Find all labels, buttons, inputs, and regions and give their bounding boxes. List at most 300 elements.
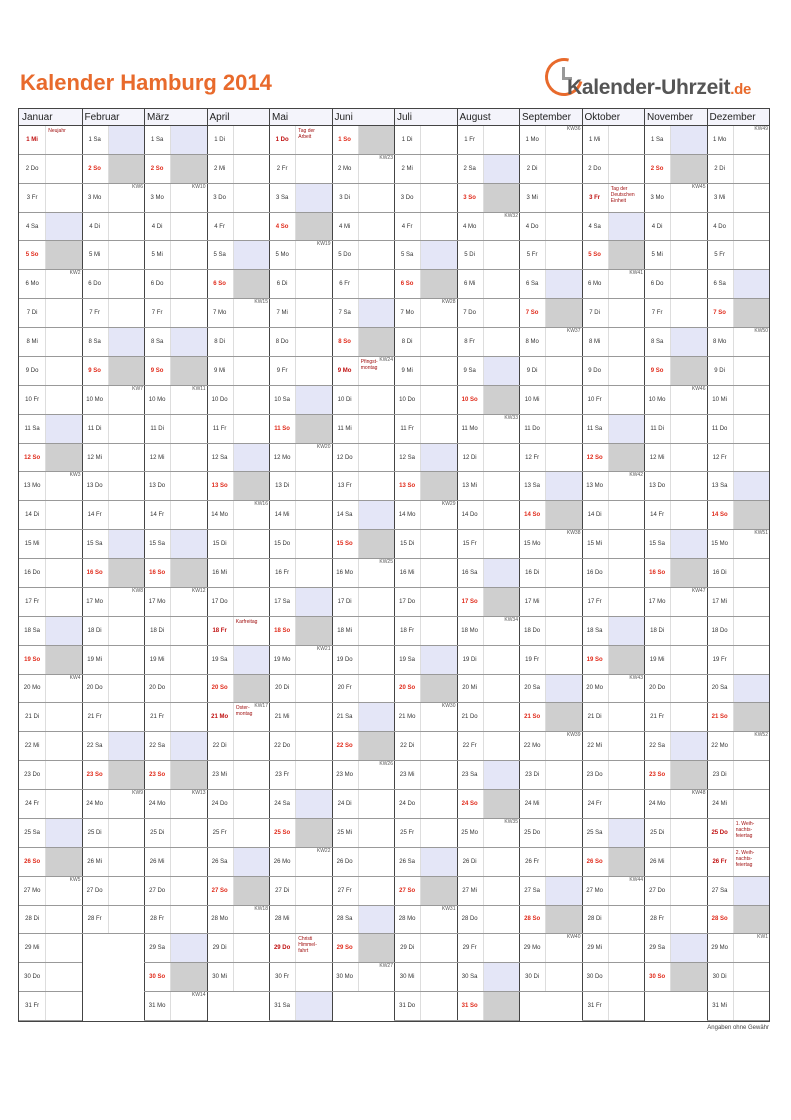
note-area [483, 270, 519, 298]
day-cell [644, 790, 707, 819]
day-cell [644, 386, 707, 415]
day-label: 3 Mo [150, 194, 164, 201]
day-label: 17 Di [337, 598, 352, 605]
day-label: 10 Mo [148, 396, 166, 403]
note-area [608, 963, 644, 991]
note-area [45, 299, 81, 327]
note-area [545, 963, 581, 991]
day-cell [144, 472, 207, 501]
note-area [420, 184, 456, 212]
day-cell [82, 703, 145, 732]
day-cell [269, 415, 332, 444]
day-label: 30 Sa [461, 974, 478, 981]
day-cell [82, 155, 145, 184]
day-cell [332, 934, 395, 963]
day-cell [207, 848, 270, 877]
day-cell [332, 819, 395, 848]
day-cell [707, 703, 770, 732]
day-cell [457, 501, 520, 530]
day-label: 21 Fr [87, 714, 102, 721]
note-area [358, 617, 394, 645]
day-label: 15 Di [212, 541, 227, 548]
day-label: 11 Mi [337, 425, 352, 432]
day-cell [457, 241, 520, 270]
day-cell [207, 155, 270, 184]
note-area [233, 530, 269, 558]
note-area [295, 934, 331, 962]
day-label: 7 Sa [338, 310, 351, 317]
month-header: April [207, 109, 270, 126]
day-cell [644, 646, 707, 675]
note-area [420, 444, 456, 472]
day-cell [207, 588, 270, 617]
note-area [545, 559, 581, 587]
day-label: 22 Mi [24, 743, 40, 750]
day-cell [582, 530, 645, 559]
day-cell [707, 213, 770, 242]
week-number: KW40 [566, 934, 581, 941]
day-label: 28 Fr [650, 916, 665, 923]
day-label: 29 Mi [24, 945, 40, 952]
day-cell [332, 213, 395, 242]
note-area [670, 501, 706, 529]
day-cell [519, 819, 582, 848]
note-area [420, 270, 456, 298]
day-cell [644, 530, 707, 559]
note-area [295, 877, 331, 905]
note-area [483, 530, 519, 558]
day-cell [144, 501, 207, 530]
note-area [295, 732, 331, 760]
day-cell [644, 963, 707, 992]
day-cell [144, 328, 207, 357]
day-label: 23 Mo [336, 772, 353, 779]
week-number: KW13 [191, 790, 206, 797]
day-label: 15 Do [274, 541, 291, 548]
day-cell [707, 877, 770, 906]
note-area [45, 501, 81, 529]
day-label: 1 Di [214, 136, 225, 143]
day-cell [332, 501, 395, 530]
day-label: 27 Do [649, 887, 666, 894]
note-area [233, 444, 269, 472]
note-area [420, 675, 456, 703]
day-label: 8 Do [275, 339, 289, 346]
day-label: 20 Mi [462, 685, 477, 692]
day-label: 15 Mo [523, 541, 541, 548]
day-cell [269, 906, 332, 935]
day-label: 26 Mi [649, 858, 665, 865]
day-cell [19, 472, 82, 501]
day-label: 9 Do [25, 367, 39, 374]
day-label: 16 Fr [275, 569, 290, 576]
note-area [608, 703, 644, 731]
day-label: 30 Mo [336, 974, 353, 981]
month-header: Juni [332, 109, 395, 126]
day-cell [269, 761, 332, 790]
day-cell [644, 877, 707, 906]
note-area [295, 472, 331, 500]
note-area [545, 761, 581, 789]
day-cell [269, 357, 332, 386]
note-area [733, 299, 769, 327]
note-area [545, 703, 581, 731]
day-cell [144, 386, 207, 415]
note-area [170, 675, 206, 703]
week-number: KW26 [379, 761, 393, 768]
day-label: 11 Fr [212, 425, 227, 432]
day-label: 19 Mi [87, 656, 102, 663]
day-cell [144, 617, 207, 646]
day-label: 6 Do [650, 281, 664, 288]
day-cell [519, 934, 582, 963]
day-label: 10 Di [337, 396, 352, 403]
day-label: 16 So [649, 569, 666, 576]
day-label: 11 Do [524, 425, 540, 432]
note-area [170, 992, 206, 1020]
day-label: 8 Mi [588, 339, 601, 346]
note-area [170, 963, 206, 991]
day-label: 20 Mo [586, 685, 603, 692]
day-label: 19 Mi [649, 656, 665, 663]
day-cell [332, 155, 395, 184]
note-area [295, 559, 331, 587]
day-cell [457, 790, 520, 819]
day-cell [457, 675, 520, 704]
note-area [358, 963, 394, 991]
note-area [483, 386, 519, 414]
day-cell [82, 270, 145, 299]
day-label: 20 Di [275, 685, 290, 692]
note-area [45, 848, 81, 876]
day-label: 12 Mi [649, 454, 665, 461]
day-cell [707, 155, 770, 184]
note-area [545, 877, 581, 905]
day-label: 13 Di [275, 483, 290, 490]
day-label: 18 So [274, 627, 291, 634]
day-label: 1 Mi [588, 136, 601, 143]
day-label: 14 Do [461, 512, 478, 519]
day-cell [332, 386, 395, 415]
week-number: KW20 [316, 443, 331, 450]
note-area [545, 790, 581, 818]
note-area [358, 213, 394, 241]
note-area [608, 617, 644, 645]
logo [545, 58, 775, 102]
note-area [608, 761, 644, 789]
day-label: 4 So [275, 223, 289, 230]
day-label: 26 Sa [211, 858, 228, 865]
holiday-label: 1. Weih- nachts- feiertag [735, 820, 755, 839]
day-cell [582, 299, 645, 328]
day-cell [582, 675, 645, 704]
day-label: 6 Sa [525, 281, 539, 288]
day-cell [394, 992, 457, 1021]
day-label: 29 Di [212, 945, 227, 952]
note-area [483, 472, 519, 500]
day-cell [582, 906, 645, 935]
day-label: 14 So [524, 512, 541, 519]
day-label: 6 Di [276, 281, 288, 288]
note-area [545, 819, 581, 847]
day-label: 14 Sa [336, 512, 353, 519]
day-cell [707, 761, 770, 790]
day-cell [457, 588, 520, 617]
day-cell [207, 299, 270, 328]
day-label: 4 Di [151, 223, 163, 230]
day-cell [707, 415, 770, 444]
note-area [108, 213, 144, 241]
day-cell [457, 992, 520, 1021]
day-label: 25 Do [711, 829, 728, 836]
note-area [420, 934, 456, 962]
day-cell [82, 646, 145, 675]
day-cell [269, 530, 332, 559]
day-cell [19, 819, 82, 848]
day-label: 14 Mo [398, 512, 416, 519]
day-cell [644, 213, 707, 242]
month-header: Februar [82, 109, 145, 126]
day-label: 3 Fr [589, 194, 601, 201]
day-label: 8 So [338, 339, 351, 346]
day-cell [82, 732, 145, 761]
day-cell [269, 588, 332, 617]
day-label: 31 Sa [274, 1003, 290, 1010]
day-label: 4 Di [89, 223, 100, 230]
note-area [608, 444, 644, 472]
day-label: 3 Fr [26, 194, 38, 201]
day-cell [457, 328, 520, 357]
note-area [45, 675, 81, 703]
note-area [45, 877, 81, 905]
day-label: 19 Sa [211, 656, 228, 663]
day-label: 8 Di [401, 339, 413, 346]
note-area [170, 328, 206, 356]
day-cell [269, 819, 332, 848]
note-area [608, 386, 644, 414]
note-area [358, 530, 394, 558]
day-label: 4 Mi [338, 223, 351, 230]
day-label: 5 Do [338, 252, 351, 259]
note-area [420, 877, 456, 905]
note-area [733, 848, 769, 876]
day-label: 24 Mo [86, 800, 103, 807]
day-cell [144, 270, 207, 299]
note-area [45, 617, 81, 645]
note-area [108, 559, 144, 587]
day-label: 15 Di [400, 541, 415, 548]
week-number: KW32 [504, 212, 518, 219]
day-label: 4 Fr [214, 223, 225, 230]
day-cell [707, 790, 770, 819]
day-label: 9 Di [526, 367, 538, 374]
note-area [545, 184, 581, 212]
day-label: 16 Do [24, 569, 41, 576]
day-label: 2 So [150, 165, 164, 172]
day-cell [144, 213, 207, 242]
day-cell [332, 559, 395, 588]
note-area [608, 934, 644, 962]
note-area [233, 877, 269, 905]
day-cell [457, 819, 520, 848]
day-cell [457, 646, 520, 675]
note-area [420, 646, 456, 674]
day-label: 12 Mo [273, 454, 291, 461]
note-area [608, 675, 644, 703]
note-area [170, 934, 206, 962]
note-area [545, 386, 581, 414]
note-area [733, 646, 769, 674]
day-cell [269, 646, 332, 675]
note-area [733, 328, 769, 356]
note-area [108, 675, 144, 703]
note-area [358, 357, 394, 385]
day-label: 4 Mo [462, 223, 477, 230]
day-cell [269, 617, 332, 646]
note-area [483, 155, 519, 183]
day-cell [644, 934, 707, 963]
week-number: KW10 [191, 183, 206, 190]
day-cell [144, 732, 207, 761]
note-area [483, 444, 519, 472]
day-label: 17 Mi [524, 598, 540, 605]
day-label: 17 Mo [86, 598, 103, 605]
note-area [545, 732, 581, 760]
day-cell [332, 848, 395, 877]
day-cell [82, 761, 145, 790]
day-label: 16 Mo [336, 569, 353, 576]
day-cell [82, 617, 145, 646]
day-cell [269, 472, 332, 501]
day-label: 17 Do [211, 598, 228, 605]
day-cell [582, 963, 645, 992]
day-cell [207, 357, 270, 386]
day-label: 22 Di [212, 743, 227, 750]
day-cell [144, 848, 207, 877]
day-label: 2 Mi [401, 165, 413, 172]
day-label: 28 Mi [274, 916, 290, 923]
holiday-label: Tag der Arbeit [298, 128, 315, 140]
day-cell [82, 819, 145, 848]
day-cell [207, 328, 270, 357]
week-number: KW21 [316, 645, 331, 652]
note-area [483, 906, 519, 934]
day-label: 5 Mi [651, 252, 663, 259]
note-area [483, 415, 519, 443]
day-cell [207, 877, 270, 906]
day-cell [207, 790, 270, 819]
note-area [420, 241, 456, 269]
day-cell [394, 357, 457, 386]
week-number: KW51 [754, 530, 768, 537]
note-area [733, 530, 769, 558]
day-cell [269, 328, 332, 357]
day-cell [457, 270, 520, 299]
note-area [420, 906, 456, 934]
note-area [170, 501, 206, 529]
day-label: 1 Do [275, 136, 289, 143]
day-label: 4 Sa [25, 223, 39, 230]
week-number: KW7 [132, 385, 143, 392]
day-label: 4 Sa [588, 223, 601, 230]
day-cell [19, 184, 82, 213]
week-number: KW24 [379, 356, 393, 363]
day-cell [644, 906, 707, 935]
day-label: 17 Fr [587, 598, 602, 605]
week-number: KW29 [441, 501, 456, 508]
note-area [170, 761, 206, 789]
note-area [545, 848, 581, 876]
day-cell [519, 761, 582, 790]
day-label: 25 Fr [400, 829, 415, 836]
day-cell [269, 703, 332, 732]
note-area [295, 963, 331, 991]
day-label: 6 Mo [25, 281, 39, 288]
day-cell [707, 501, 770, 530]
note-area [358, 126, 394, 154]
day-label: 28 So [711, 916, 728, 923]
day-cell [707, 617, 770, 646]
day-cell [707, 328, 770, 357]
note-area [483, 992, 519, 1020]
day-label: 29 Sa [149, 945, 165, 952]
note-area [545, 213, 581, 241]
note-area [108, 299, 144, 327]
day-cell [82, 472, 145, 501]
note-area [108, 588, 144, 616]
note-area [233, 241, 269, 269]
note-area [483, 675, 519, 703]
day-label: 22 Sa [149, 743, 165, 750]
note-area [295, 992, 331, 1020]
day-cell [394, 559, 457, 588]
note-area [170, 386, 206, 414]
day-cell [144, 559, 207, 588]
day-cell [644, 155, 707, 184]
day-cell [82, 848, 145, 877]
day-label: 7 Mi [276, 310, 288, 317]
day-cell [582, 877, 645, 906]
note-area [295, 646, 331, 674]
day-label: 6 Do [88, 281, 101, 288]
note-area [45, 761, 81, 789]
day-cell [19, 155, 82, 184]
day-cell [332, 703, 395, 732]
note-area [420, 732, 456, 760]
note-area [545, 588, 581, 616]
day-cell [269, 732, 332, 761]
day-label: 21 So [711, 714, 728, 721]
day-cell [644, 588, 707, 617]
note-area [45, 992, 81, 1020]
day-label: 21 Di [25, 714, 40, 721]
note-area [545, 444, 581, 472]
day-label: 21 Mo [211, 714, 229, 721]
day-cell [519, 588, 582, 617]
note-area [295, 126, 331, 154]
note-area [733, 155, 769, 183]
day-label: 27 Mo [23, 887, 41, 894]
day-cell [19, 501, 82, 530]
note-area [295, 617, 331, 645]
note-area [733, 386, 769, 414]
day-label: 2 Do [588, 165, 601, 172]
day-cell [332, 184, 395, 213]
day-label: 18 Sa [586, 627, 603, 634]
note-area [233, 761, 269, 789]
day-cell [207, 444, 270, 473]
day-label: 5 Di [464, 252, 475, 259]
